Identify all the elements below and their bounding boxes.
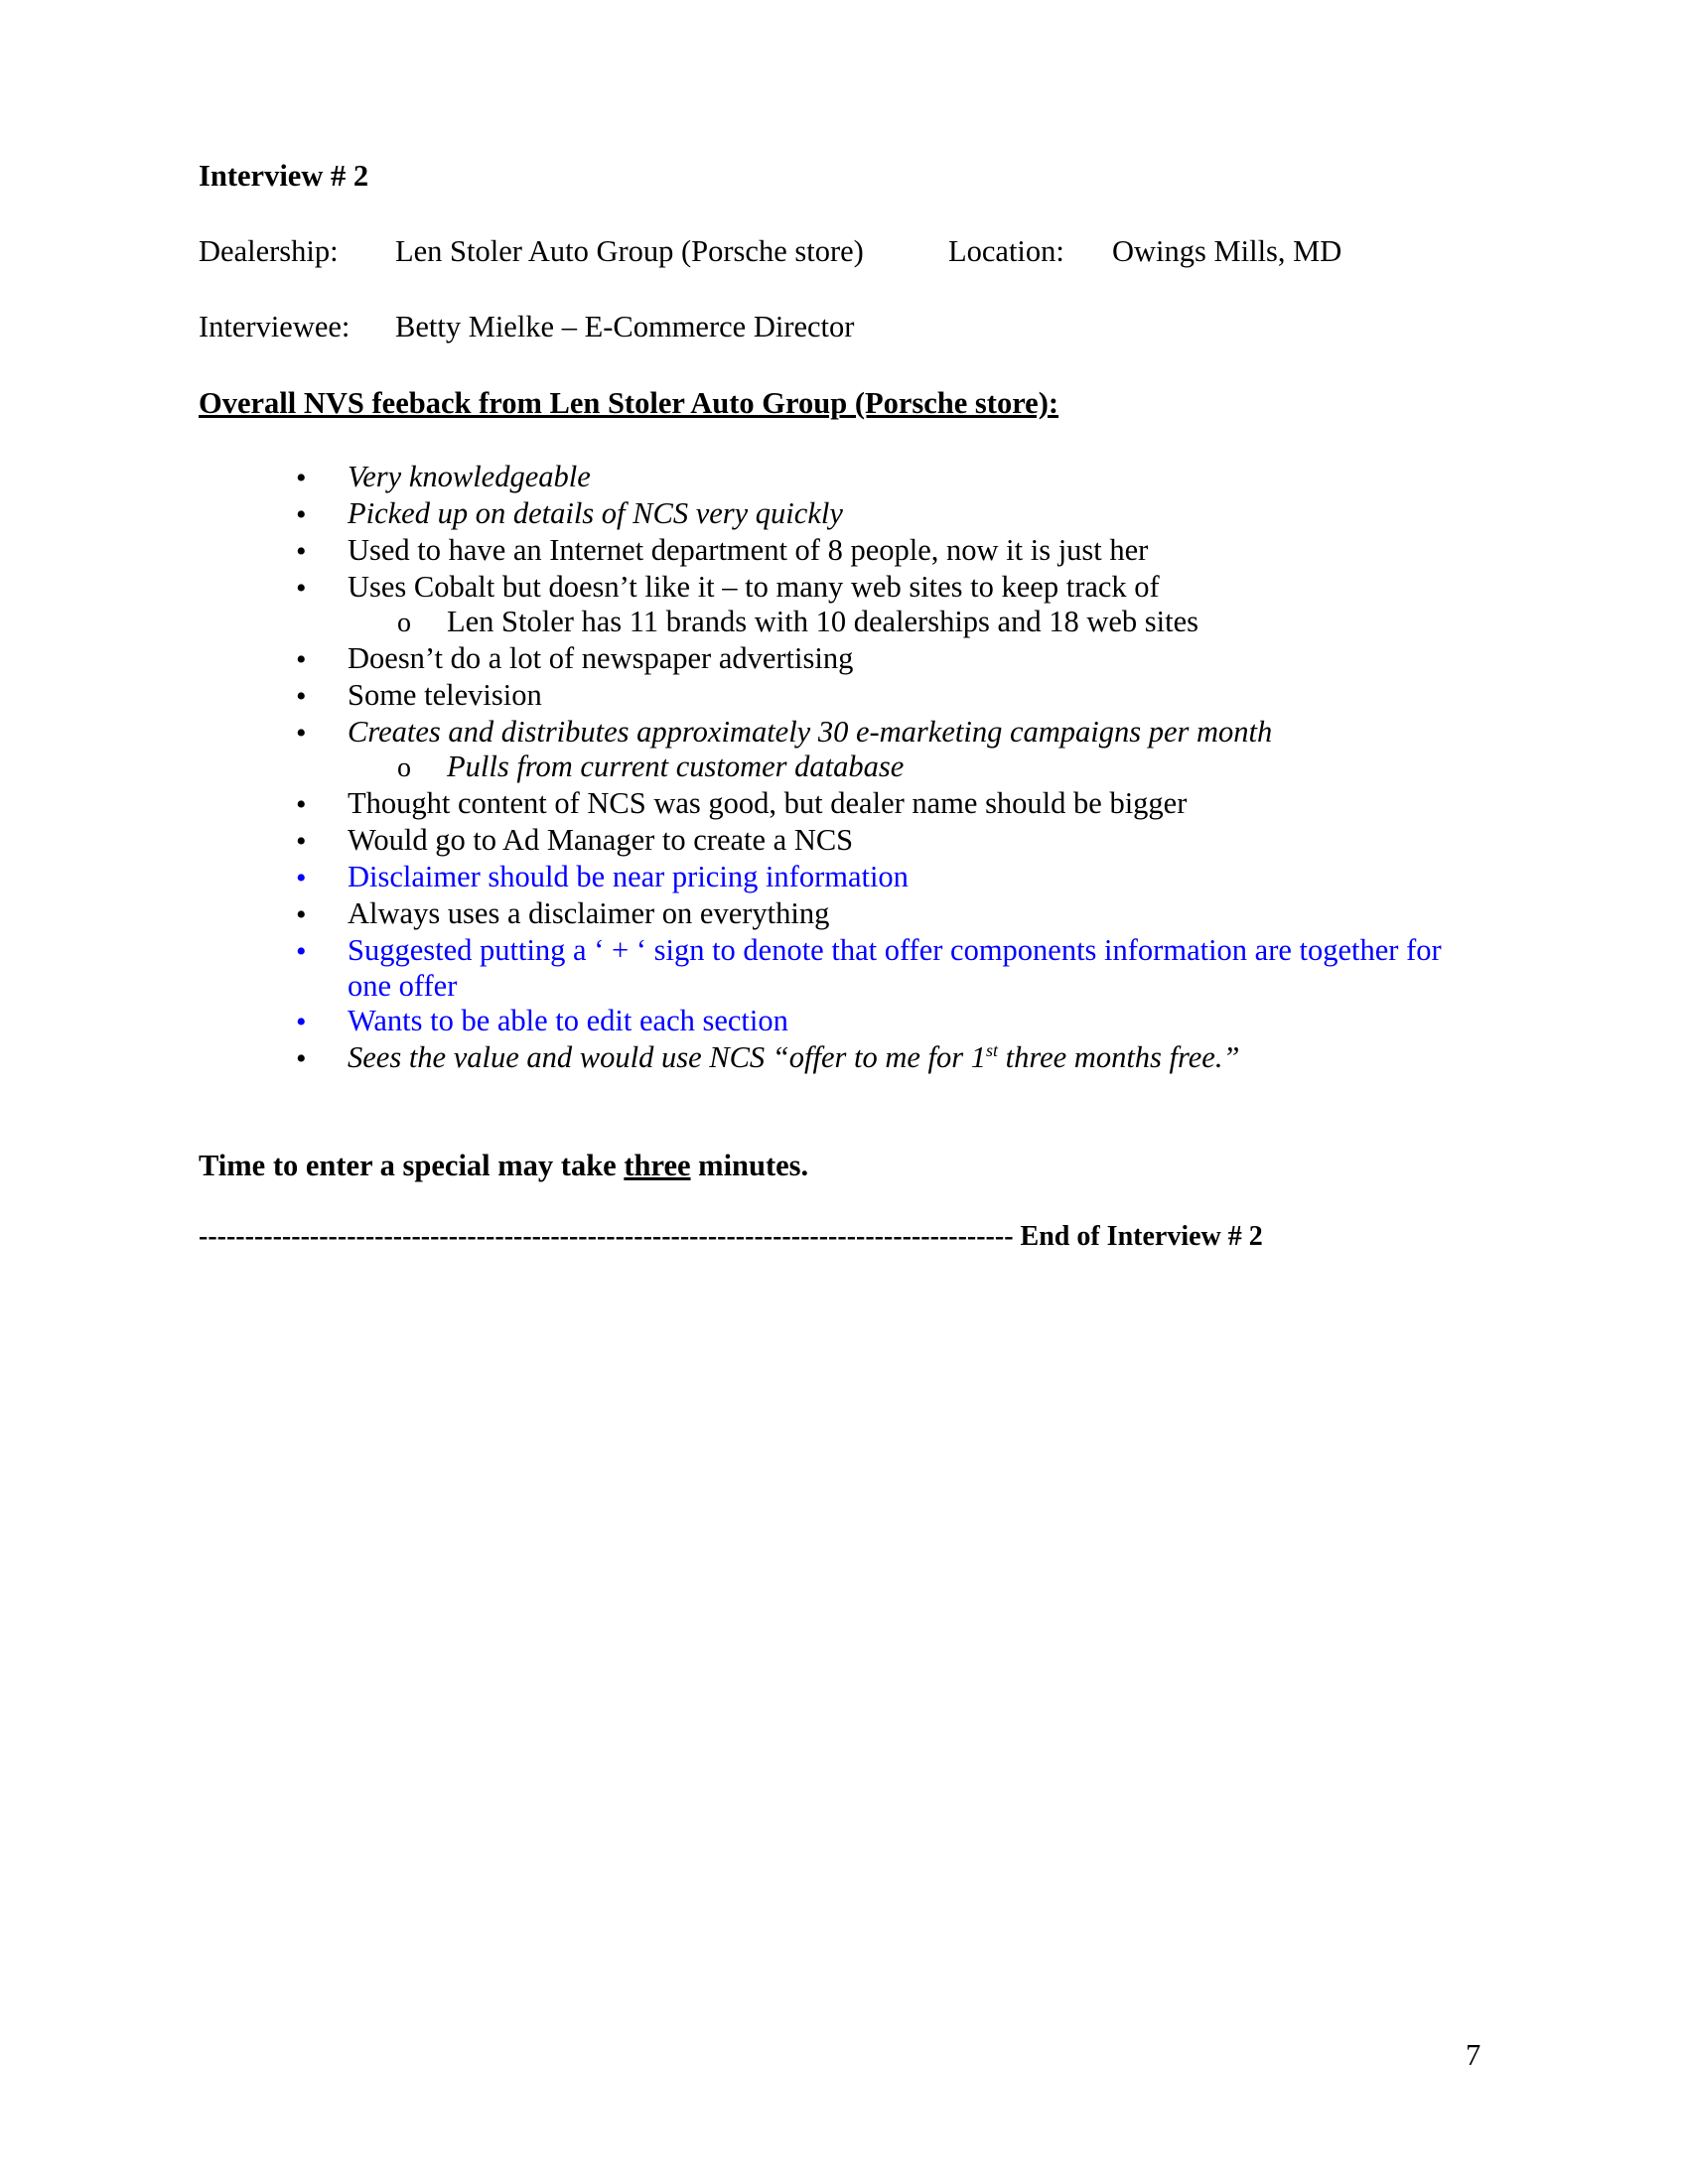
list-item <box>348 1040 1239 1075</box>
list-item: Used to have an Internet department of 8 people, now it is just her <box>348 533 1149 567</box>
location-value: Owings Mills, MD <box>1112 234 1342 268</box>
end-dashes: ---------------------------------------------------------------------------------------- <box>199 1221 1014 1252</box>
bullet-glyph: • <box>296 935 307 968</box>
sub-list-item: Len Stoler has 11 brands with 10 dealerships and 18 web sites <box>447 605 1198 638</box>
time-post: minutes. <box>690 1149 809 1182</box>
list-item: Very knowledgeable <box>348 460 591 493</box>
bullet-glyph: • <box>296 572 307 605</box>
interviewee-value: Betty Mielke – E-Commerce Director <box>395 310 855 343</box>
end-of-interview <box>199 1221 1263 1253</box>
list-item-continuation: one offer <box>348 969 458 1003</box>
location-label: Location: <box>948 234 1064 268</box>
sub-bullet-glyph: o <box>397 752 411 783</box>
bullet-glyph: • <box>296 898 307 931</box>
list-item-text: three months free.” <box>998 1040 1240 1075</box>
list-item: Wants to be able to edit each section <box>348 1004 788 1037</box>
list-item: Uses Cobalt but doesn’t like it – to many web sites to keep track of <box>348 570 1160 604</box>
bullet-glyph: • <box>296 498 307 531</box>
sub-list-item: Pulls from current customer database <box>447 750 905 783</box>
superscript: st <box>986 1040 999 1060</box>
bullet-glyph: • <box>296 643 307 676</box>
list-item: Would go to Ad Manager to create a NCS <box>348 823 854 857</box>
time-statement <box>199 1149 808 1183</box>
dealership-value: Len Stoler Auto Group (Porsche store) <box>395 234 864 268</box>
sub-bullet-glyph: o <box>397 608 411 638</box>
list-item: Creates and distributes approximately 30 e-marketing campaigns per month <box>348 715 1273 749</box>
time-pre: Time to enter a special may take <box>199 1149 625 1182</box>
list-item: Picked up on details of NCS very quickly <box>348 496 843 530</box>
list-item: Suggested putting a ‘ + ‘ sign to denote that offer components information are together for <box>348 933 1442 967</box>
bullet-glyph: • <box>296 1042 307 1075</box>
dealership-label: Dealership: <box>199 234 339 268</box>
section-title: Overall NVS feeback from Len Stoler Auto Group (Porsche store): <box>199 386 1059 420</box>
list-item: Thought content of NCS was good, but dealer name should be bigger <box>348 786 1188 820</box>
list-item: Doesn’t do a lot of newspaper advertising <box>348 641 854 675</box>
list-item-text: Sees the value and would use NCS “offer to me for 1 <box>348 1040 986 1075</box>
bullet-glyph: • <box>296 825 307 858</box>
interview-heading: Interview # 2 <box>199 159 369 193</box>
end-text: End of Interview # 2 <box>1013 1221 1263 1252</box>
bullet-glyph: • <box>296 717 307 750</box>
time-emphasis: three <box>624 1149 691 1182</box>
list-item: Always uses a disclaimer on everything <box>348 896 830 930</box>
list-item: Disclaimer should be near pricing information <box>348 860 909 893</box>
interviewee-label: Interviewee: <box>199 310 351 343</box>
bullet-glyph: • <box>296 462 307 494</box>
bullet-glyph: • <box>296 862 307 894</box>
bullet-glyph: • <box>296 680 307 713</box>
bullet-glyph: • <box>296 1006 307 1038</box>
bullet-glyph: • <box>296 788 307 821</box>
page-number: 7 <box>1466 2038 1481 2072</box>
list-item: Some television <box>348 678 542 712</box>
bullet-glyph: • <box>296 535 307 568</box>
